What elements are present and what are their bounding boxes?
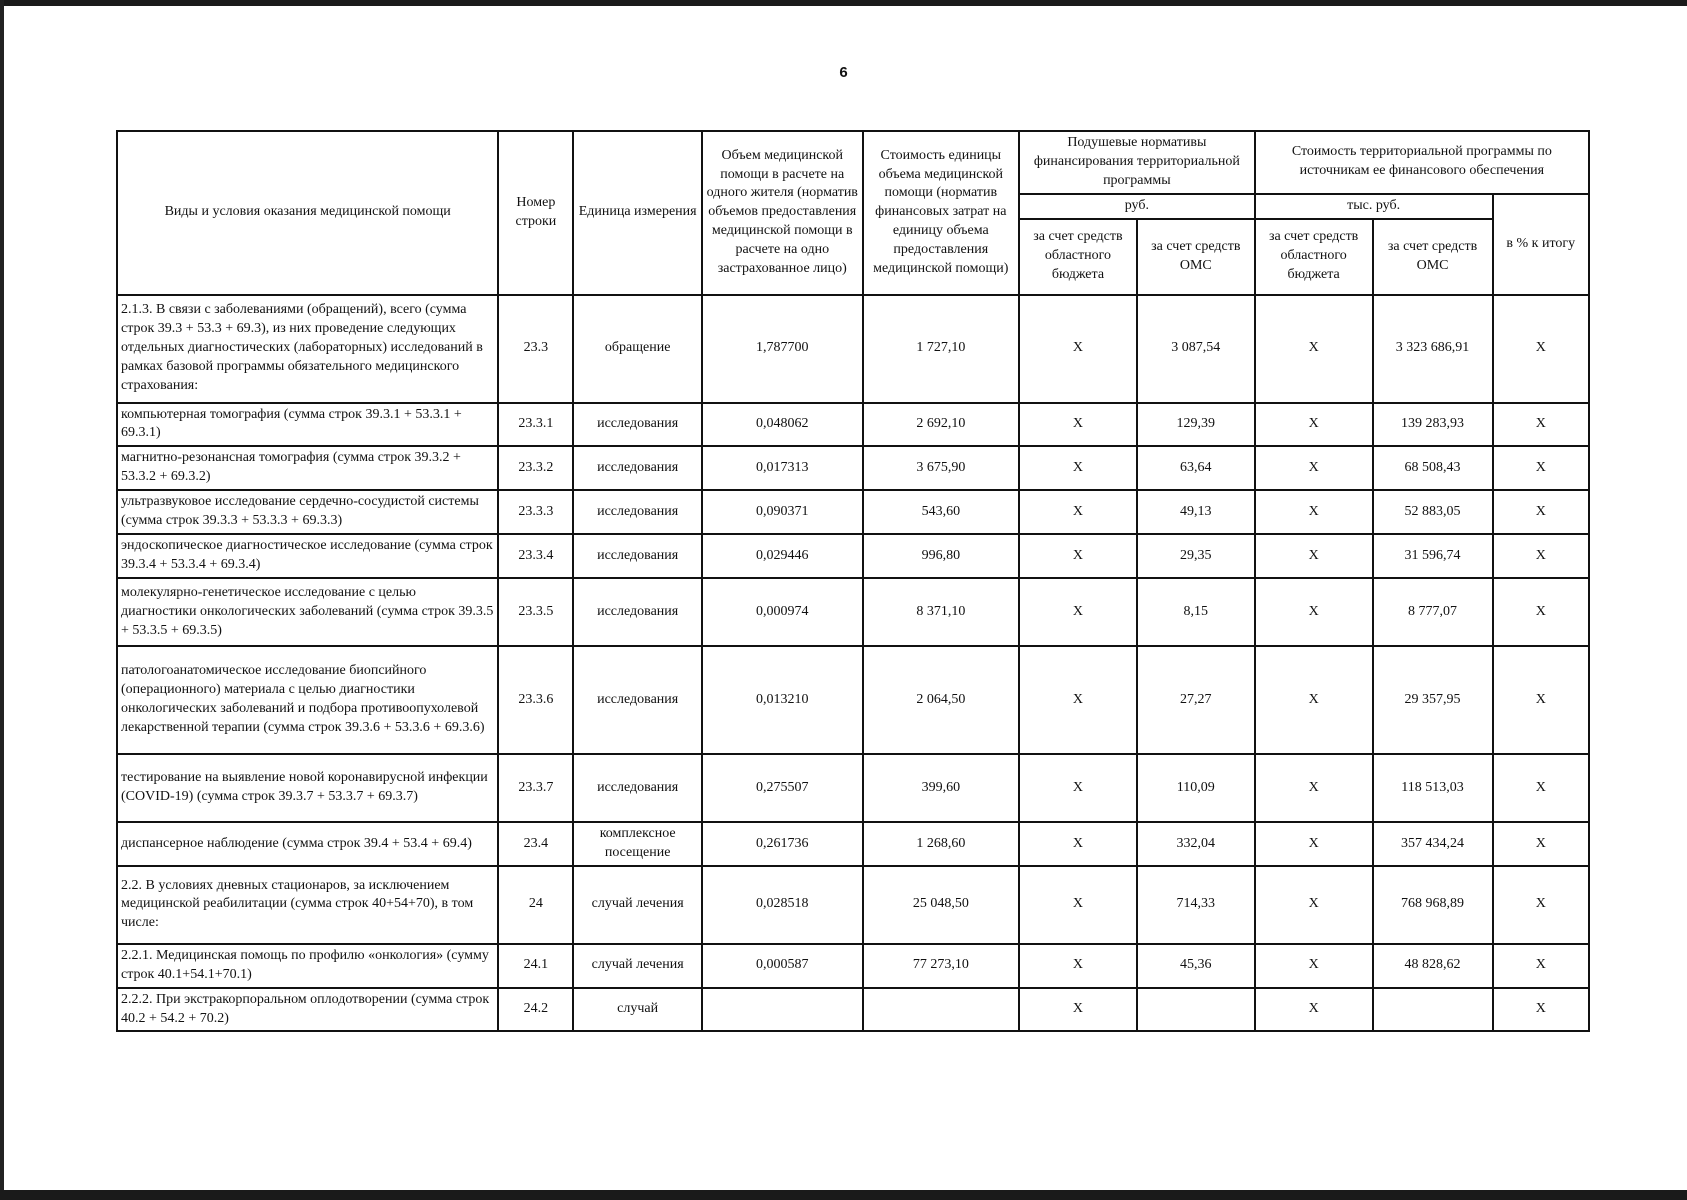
cell-unit-cost: 3 675,90 — [863, 446, 1019, 490]
cell-unit: случай лечения — [573, 944, 702, 988]
header-per-capita-oms: за счет средств ОМС — [1137, 219, 1255, 295]
scan-edge-top — [0, 0, 1687, 6]
cell-per-capita-oms: 129,39 — [1137, 403, 1255, 447]
header-row-number: Номер строки — [498, 131, 573, 295]
cell-description: 2.1.3. В связи с заболеваниями (обращений), всего (сумма строк 39.3 + 53.3 + 69.3), из них проведение следующих отдельных диагностических (лабораторных) исследований в рамках базовой программы обязательного медицинского страхования: — [117, 295, 498, 403]
cell-percent: X — [1493, 866, 1589, 944]
cell-volume: 0,275507 — [702, 754, 863, 822]
table-row — [117, 446, 1589, 490]
cell-volume: 0,028518 — [702, 866, 863, 944]
table-row — [117, 754, 1589, 822]
cell-percent: X — [1493, 578, 1589, 646]
header-unit: Единица измерения — [573, 131, 702, 295]
cell-row-number: 24.1 — [498, 944, 573, 988]
cell-row-number: 24 — [498, 866, 573, 944]
cell-unit: исследования — [573, 490, 702, 534]
header-unit-thousand-rub: тыс. руб. — [1255, 194, 1493, 219]
cell-description: 2.2.2. При экстракорпоральном оплодотворении (сумма строк 40.2 + 54.2 + 70.2) — [117, 988, 498, 1032]
cell-cost-regional: X — [1255, 490, 1373, 534]
cell-unit: исследования — [573, 403, 702, 447]
cell-unit: обращение — [573, 295, 702, 403]
cell-per-capita-oms: 8,15 — [1137, 578, 1255, 646]
cell-description: компьютерная томография (сумма строк 39.3.1 + 53.3.1 + 69.3.1) — [117, 403, 498, 447]
cell-description: патологоанатомическое исследование биопсийного (операционного) материала с целью диагностики онкологических заболеваний и подбора противоопухолевой лекарственной терапии (сумма строк 39.3.6 + 53.3.6 + 69.3.6) — [117, 646, 498, 754]
cell-cost-oms: 139 283,93 — [1373, 403, 1493, 447]
cell-description: ультразвуковое исследование сердечно-сосудистой системы (сумма строк 39.3.3 + 53.3.3 + 69.3.3) — [117, 490, 498, 534]
cell-cost-oms: 768 968,89 — [1373, 866, 1493, 944]
cell-unit-cost: 399,60 — [863, 754, 1019, 822]
table-row — [117, 646, 1589, 754]
cell-unit: исследования — [573, 446, 702, 490]
cell-volume: 0,029446 — [702, 534, 863, 578]
table-body — [117, 295, 1589, 1032]
cell-percent: X — [1493, 446, 1589, 490]
cell-per-capita-regional: X — [1019, 944, 1137, 988]
table-row — [117, 534, 1589, 578]
cell-row-number: 23.3.1 — [498, 403, 573, 447]
cell-row-number: 24.2 — [498, 988, 573, 1032]
cell-cost-oms: 118 513,03 — [1373, 754, 1493, 822]
cell-unit-cost: 1 268,60 — [863, 822, 1019, 866]
cell-description: 2.2. В условиях дневных стационаров, за исключением медицинской реабилитации (сумма строк 40+54+70), в том числе: — [117, 866, 498, 944]
cell-cost-regional: X — [1255, 866, 1373, 944]
cell-percent: X — [1493, 490, 1589, 534]
cell-unit-cost: 1 727,10 — [863, 295, 1019, 403]
cell-unit-cost: 2 692,10 — [863, 403, 1019, 447]
header-unit-rub: руб. — [1019, 194, 1255, 219]
cell-per-capita-oms: 27,27 — [1137, 646, 1255, 754]
cell-volume: 1,787700 — [702, 295, 863, 403]
cell-unit-cost: 25 048,50 — [863, 866, 1019, 944]
cell-description: тестирование на выявление новой коронавирусной инфекции (COVID-19) (сумма строк 39.3.7 + 53.3.7 + 69.3.7) — [117, 754, 498, 822]
cell-per-capita-regional: X — [1019, 446, 1137, 490]
cell-unit: исследования — [573, 534, 702, 578]
header-unit-cost: Стоимость единицы объема медицинской помощи (норматив финансовых затрат на единицу объема предоставления медицинской помощи) — [863, 131, 1019, 295]
cell-percent: X — [1493, 988, 1589, 1032]
cell-unit: случай лечения — [573, 866, 702, 944]
table-row — [117, 944, 1589, 988]
financing-table — [116, 130, 1590, 1032]
cell-per-capita-oms: 3 087,54 — [1137, 295, 1255, 403]
cell-volume: 0,013210 — [702, 646, 863, 754]
cell-cost-regional: X — [1255, 754, 1373, 822]
header-cost-regional: за счет средств областного бюджета — [1255, 219, 1373, 295]
cell-row-number: 23.3.2 — [498, 446, 573, 490]
cell-cost-oms: 31 596,74 — [1373, 534, 1493, 578]
cell-per-capita-regional: X — [1019, 295, 1137, 403]
header-percent-of-total: в % к итогу — [1493, 194, 1589, 295]
header-type: Виды и условия оказания медицинской помощи — [117, 131, 498, 295]
cell-per-capita-oms — [1137, 988, 1255, 1032]
table-row — [117, 866, 1589, 944]
cell-volume: 0,261736 — [702, 822, 863, 866]
cell-cost-oms: 8 777,07 — [1373, 578, 1493, 646]
cell-cost-regional: X — [1255, 988, 1373, 1032]
header-per-capita-regional: за счет средств областного бюджета — [1019, 219, 1137, 295]
cell-cost-oms: 3 323 686,91 — [1373, 295, 1493, 403]
cell-unit-cost: 8 371,10 — [863, 578, 1019, 646]
cell-row-number: 23.3 — [498, 295, 573, 403]
cell-unit: исследования — [573, 754, 702, 822]
cell-row-number: 23.3.7 — [498, 754, 573, 822]
cell-unit-cost — [863, 988, 1019, 1032]
cell-percent: X — [1493, 295, 1589, 403]
cell-volume: 0,048062 — [702, 403, 863, 447]
cell-cost-regional: X — [1255, 646, 1373, 754]
cell-unit: комплексное посещение — [573, 822, 702, 866]
cell-cost-oms: 48 828,62 — [1373, 944, 1493, 988]
header-per-capita-group: Подушевые нормативы финансирования территориальной программы — [1019, 131, 1255, 194]
table-row — [117, 988, 1589, 1032]
table-row — [117, 490, 1589, 534]
cell-per-capita-oms: 714,33 — [1137, 866, 1255, 944]
cell-per-capita-regional: X — [1019, 490, 1137, 534]
cell-cost-regional: X — [1255, 534, 1373, 578]
cell-volume: 0,090371 — [702, 490, 863, 534]
cell-cost-oms: 52 883,05 — [1373, 490, 1493, 534]
cell-cost-regional: X — [1255, 578, 1373, 646]
cell-volume: 0,000974 — [702, 578, 863, 646]
table-row — [117, 295, 1589, 403]
cell-unit: исследования — [573, 646, 702, 754]
cell-per-capita-regional: X — [1019, 534, 1137, 578]
cell-unit: исследования — [573, 578, 702, 646]
cell-description: диспансерное наблюдение (сумма строк 39.4 + 53.4 + 69.4) — [117, 822, 498, 866]
cell-volume: 0,017313 — [702, 446, 863, 490]
cell-description: молекулярно-генетическое исследование с целью диагностики онкологических заболеваний (сумма строк 39.3.5 + 53.3.5 + 69.3.5) — [117, 578, 498, 646]
cell-per-capita-regional: X — [1019, 822, 1137, 866]
cell-per-capita-oms: 63,64 — [1137, 446, 1255, 490]
cell-unit-cost: 2 064,50 — [863, 646, 1019, 754]
cell-volume: 0,000587 — [702, 944, 863, 988]
cell-percent: X — [1493, 944, 1589, 988]
cell-cost-regional: X — [1255, 295, 1373, 403]
scan-edge-left — [0, 0, 4, 1200]
cell-cost-oms: 68 508,43 — [1373, 446, 1493, 490]
table-row — [117, 822, 1589, 866]
cell-per-capita-regional: X — [1019, 988, 1137, 1032]
cell-percent: X — [1493, 403, 1589, 447]
cell-per-capita-oms: 29,35 — [1137, 534, 1255, 578]
cell-cost-regional: X — [1255, 944, 1373, 988]
cell-cost-oms — [1373, 988, 1493, 1032]
cell-description: эндоскопическое диагностическое исследование (сумма строк 39.3.4 + 53.3.4 + 69.3.4) — [117, 534, 498, 578]
cell-volume — [702, 988, 863, 1032]
cell-per-capita-oms: 49,13 — [1137, 490, 1255, 534]
cell-per-capita-regional: X — [1019, 866, 1137, 944]
cell-unit-cost: 543,60 — [863, 490, 1019, 534]
scan-edge-bottom — [0, 1190, 1687, 1200]
cell-cost-regional: X — [1255, 446, 1373, 490]
cell-row-number: 23.3.3 — [498, 490, 573, 534]
cell-per-capita-regional: X — [1019, 578, 1137, 646]
cell-per-capita-regional: X — [1019, 754, 1137, 822]
cell-cost-oms: 29 357,95 — [1373, 646, 1493, 754]
cell-per-capita-oms: 45,36 — [1137, 944, 1255, 988]
cell-cost-oms: 357 434,24 — [1373, 822, 1493, 866]
table-header — [117, 131, 1589, 295]
cell-per-capita-oms: 110,09 — [1137, 754, 1255, 822]
page-number: 6 — [839, 64, 848, 81]
table-row — [117, 578, 1589, 646]
cell-percent: X — [1493, 646, 1589, 754]
cell-description: 2.2.1. Медицинская помощь по профилю «онкология» (сумму строк 40.1+54.1+70.1) — [117, 944, 498, 988]
cell-per-capita-regional: X — [1019, 646, 1137, 754]
cell-description: магнитно-резонансная томография (сумма строк 39.3.2 + 53.3.2 + 69.3.2) — [117, 446, 498, 490]
header-cost-oms: за счет средств ОМС — [1373, 219, 1493, 295]
cell-row-number: 23.3.5 — [498, 578, 573, 646]
cell-unit: случай — [573, 988, 702, 1032]
cell-cost-regional: X — [1255, 403, 1373, 447]
cell-row-number: 23.3.4 — [498, 534, 573, 578]
cell-unit-cost: 996,80 — [863, 534, 1019, 578]
cell-unit-cost: 77 273,10 — [863, 944, 1019, 988]
cell-row-number: 23.4 — [498, 822, 573, 866]
cell-percent: X — [1493, 822, 1589, 866]
cell-percent: X — [1493, 754, 1589, 822]
cell-cost-regional: X — [1255, 822, 1373, 866]
table-row — [117, 403, 1589, 447]
cell-percent: X — [1493, 534, 1589, 578]
header-program-cost-group: Стоимость территориальной программы по источникам ее финансового обеспечения — [1255, 131, 1589, 194]
cell-row-number: 23.3.6 — [498, 646, 573, 754]
header-volume: Объем медицинской помощи в расчете на одного жителя (норматив объемов предоставления медицинской помощи в расчете на одно застрахованное лицо) — [702, 131, 863, 295]
cell-per-capita-regional: X — [1019, 403, 1137, 447]
cell-per-capita-oms: 332,04 — [1137, 822, 1255, 866]
